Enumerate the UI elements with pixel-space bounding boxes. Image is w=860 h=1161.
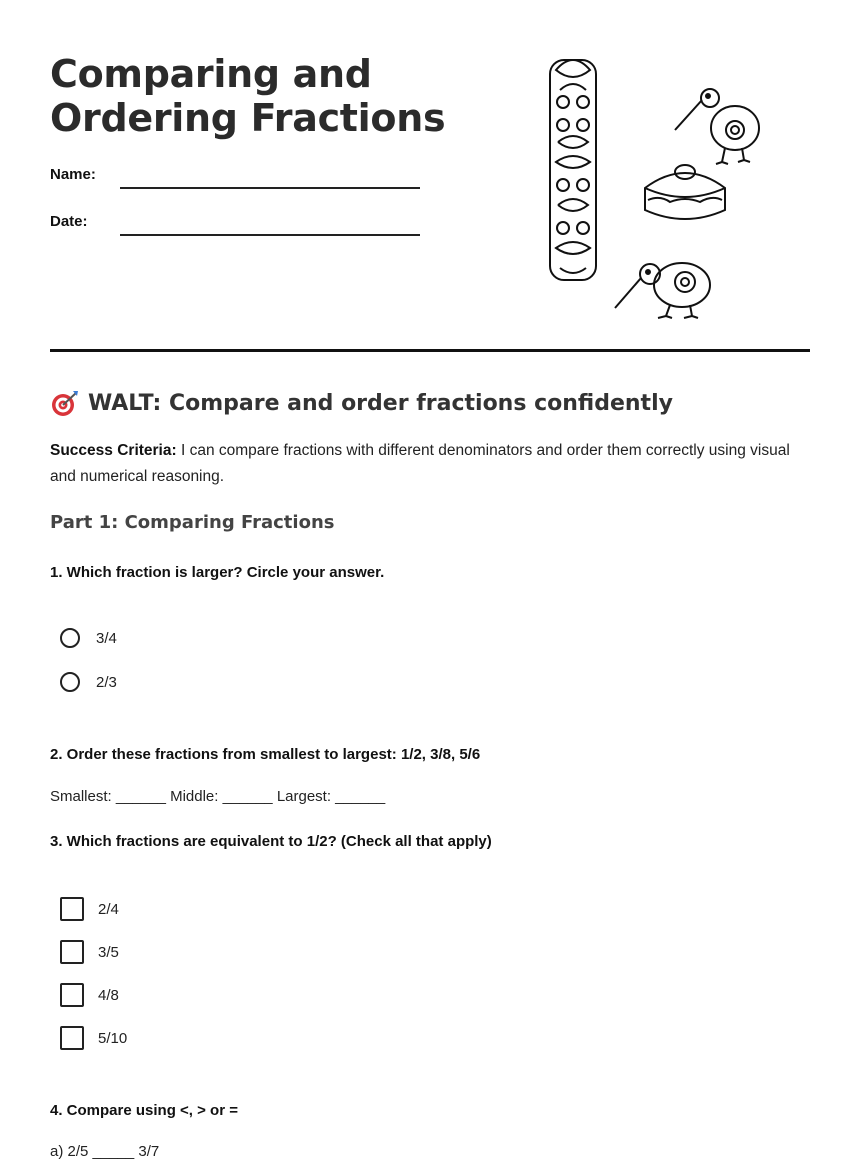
name-field[interactable] [120, 187, 420, 189]
q3-option-4-label: 5/10 [98, 1029, 128, 1047]
header-divider [50, 349, 810, 352]
success-criteria-label: Success Criteria: [50, 442, 177, 459]
cake-icon [645, 165, 725, 219]
question-4: 4. Compare using <, > or = [50, 1102, 238, 1119]
q1-option-1-label: 3/4 [96, 629, 117, 647]
q3-option-3-label: 4/8 [98, 986, 119, 1004]
title-line-1: Comparing and [50, 52, 372, 96]
walt-text: WALT: Compare and order fractions confidently [88, 390, 673, 416]
radio-button[interactable] [60, 628, 80, 648]
name-label: Name: [50, 166, 96, 183]
q3-option-1[interactable] [60, 897, 119, 921]
q3-option-4[interactable] [60, 1026, 127, 1050]
header-illustration [530, 50, 790, 330]
q1-option-2-label: 2/3 [96, 673, 117, 691]
page-title [50, 52, 510, 140]
q1-option-2[interactable] [60, 672, 117, 692]
title-line-2: Ordering Fractions [50, 96, 446, 140]
question-1: 1. Which fraction is larger? Circle your answer. [50, 564, 385, 581]
kiwi-bird-icon [615, 263, 710, 318]
checkbox[interactable] [60, 1026, 84, 1050]
question-3: 3. Which fractions are equivalent to 1/2? (Check all that apply) [50, 833, 492, 850]
q3-option-2[interactable] [60, 940, 119, 964]
question-2: 2. Order these fractions from smallest to largest: 1/2, 3/8, 5/6 [50, 746, 481, 763]
radio-button[interactable] [60, 672, 80, 692]
kiwi-bird-icon [675, 89, 759, 164]
checkbox[interactable] [60, 983, 84, 1007]
q3-option-2-label: 3/5 [98, 943, 119, 961]
success-criteria [50, 438, 815, 490]
success-criteria-text: I can compare fractions with different denominators and order them correctly using visual and numerical reasoning. [50, 442, 790, 485]
q3-option-3[interactable] [60, 983, 119, 1007]
date-field[interactable] [120, 234, 420, 236]
q2-answer-line[interactable]: Smallest: ______ Middle: ______ Largest: ______ [50, 788, 386, 805]
q1-option-1[interactable] [60, 628, 117, 648]
carved-pou-icon [550, 60, 596, 280]
checkbox[interactable] [60, 940, 84, 964]
part-1-heading: Part 1: Comparing Fractions [50, 512, 335, 533]
walt-heading [50, 388, 673, 418]
q3-option-1-label: 2/4 [98, 900, 119, 918]
date-label: Date: [50, 213, 88, 230]
target-dart-icon [50, 388, 80, 418]
q4-item-a[interactable]: a) 2/5 _____ 3/7 [50, 1143, 160, 1160]
checkbox[interactable] [60, 897, 84, 921]
